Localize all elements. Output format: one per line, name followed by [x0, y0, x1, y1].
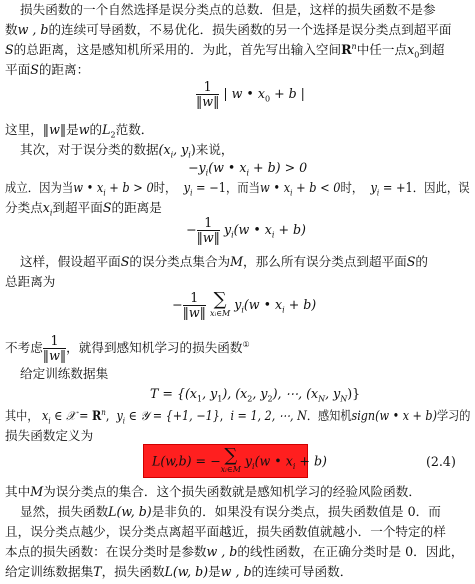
para-13-line-4: 给定训练数据集T，损失函数L(w, b)是w , b的连续可导函数．: [5, 564, 353, 579]
para-13-line-2: 且，误分类点越少，误分类点离超平面越近，损失函数值就越小．一个特定的样: [5, 524, 446, 539]
total-distance-formula: − $\frac{1}{‖w‖}$ ∑ xᵢ∈M $y_i(w$ • $x_i + b$): [172, 288, 317, 320]
para-1-line-2: 数w , b的连续可导函数，不易优化．损失函数的另一个选择是误分类点到超平面: [5, 22, 452, 37]
para-9: 给定训练数据集: [20, 366, 109, 381]
training-set-formula: $T = \{(x_1$, $y_1$), ($x_2$, $y_2$), ⋯, ($x_N$, $y_N$)}: [150, 386, 361, 404]
para-5: 分类点$x_i$到超平面S的距离是: [5, 200, 162, 218]
misclassified-distance-formula: − $\frac{1}{‖w‖}$ $y_i(w$ • $x_i + b$): [186, 215, 306, 245]
para-3: 其次，对于误分类的数据($x_i$, $y_i$)来说，: [20, 142, 234, 160]
misclassification-inequality: $-y_i(w$ • $x_i + b) > 0$: [188, 160, 308, 178]
para-13-line-1: 显然，损失函数L(w, b)是非负的．如果没有误分类点，损失函数值是 0．而: [20, 504, 441, 519]
para-1-line-3: S的总距离，这是感知机所采用的．为此，首先写出输入空间$R^n$中任一点$x_0$到超: [5, 41, 445, 60]
para-11: 损失函数定义为: [5, 428, 94, 443]
para-12: 其中M为误分类点的集合．这个损失函数就是感知机学习的经验风险函数．: [5, 484, 421, 499]
para-7: 总距离为: [5, 274, 56, 289]
loss-equation: L(w,b) = − ∑ xᵢ∈M $y_i(w$ • $x_i + b$): [152, 445, 327, 474]
para-1-line-1: 损失函数的一个自然选择是误分类点的总数．但是，这样的损失函数不是参: [20, 2, 436, 17]
para-10: 其中， $x_i$ ∈ 𝒳 = $R^n$, $y_i$ ∈ 𝒴 = {+1, −1}, i = 1, 2, ⋯, N．感知机sign(w • x + b)学习的: [5, 407, 471, 426]
para-1-line-4: 平面S的距离：: [5, 62, 90, 77]
para-2: 这里，‖w‖是w的$L_2$范数．: [5, 122, 154, 140]
equation-number: (2.4): [426, 454, 456, 469]
para-8: 不考虑 $\frac{1}{‖w‖}$ ，就得到感知机学习的损失函数①: [5, 333, 250, 363]
para-4: 成立．因为当w • $x_i + b > 0$时， $y_i = -1$，而当w • $x_i + b < 0$时， $y_i = +1$．因此，误: [5, 180, 470, 198]
distance-formula: $\frac{1}{‖w‖}$ | w • $x_0 + b$ |: [196, 79, 305, 109]
para-13-line-3: 本点的损失函数：在误分类时是参数w , b的线性函数，在正确分类时是 0．因此，: [5, 544, 464, 559]
para-6: 这样，假设超平面S的误分类点集合为M，那么所有误分类点到超平面S的: [20, 254, 428, 269]
